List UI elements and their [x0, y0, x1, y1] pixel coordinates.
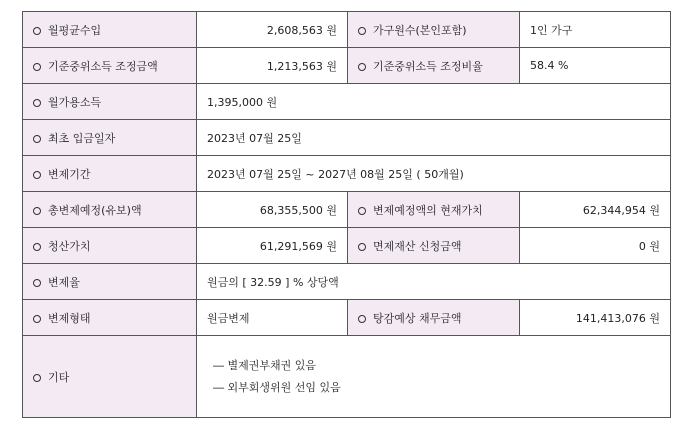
label-repayment-type: 변제형태	[23, 300, 197, 336]
circle-icon	[358, 243, 366, 251]
value-household-size: 1인 가구	[520, 12, 671, 48]
value-other	[197, 336, 671, 418]
value-first-payment-date: 2023년 07월 25일	[197, 120, 671, 156]
value-median-income-ratio: 58.4 %	[520, 48, 671, 84]
repayment-summary-table	[22, 11, 671, 418]
value-available-income: 1,395,000 원	[197, 84, 671, 120]
circle-icon	[33, 135, 41, 143]
value-repayment-period: 2023년 07월 25일 ~ 2027년 08월 25일 ( 50개월)	[197, 156, 671, 192]
label-total-repayment: 총변제예정(유보)액	[23, 192, 197, 228]
value-repayment-rate: 원금의 [ 32.59 ] % 상당액	[197, 264, 671, 300]
circle-icon	[33, 27, 41, 35]
table-row-other	[23, 336, 671, 418]
value-monthly-income: 2,608,563 원	[197, 12, 348, 48]
circle-icon	[358, 63, 366, 71]
circle-icon	[33, 63, 41, 71]
circle-icon	[33, 171, 41, 179]
circle-icon	[33, 279, 41, 287]
circle-icon	[33, 315, 41, 323]
label-repayment-rate: 변제율	[23, 264, 197, 300]
table-row-repayment-rate	[23, 264, 671, 300]
table-row-liquidation-value	[23, 228, 671, 264]
label-other: 기타	[23, 336, 197, 418]
label-exempt-property: 면제재산 신청금액	[348, 228, 520, 264]
table-row-repayment-period	[23, 156, 671, 192]
circle-icon	[358, 207, 366, 215]
table-row-monthly-income	[23, 12, 671, 48]
other-note-secured-claim: ― 별제권부채권 있음	[213, 358, 317, 372]
label-repayment-period: 변제기간	[23, 156, 197, 192]
other-note-external-commissioner: ― 외부회생위원 선임 있음	[213, 380, 341, 394]
label-median-income-amount: 기준중위소득 조정금액	[23, 48, 197, 84]
label-available-income: 월가용소득	[23, 84, 197, 120]
label-monthly-income: 월평균수입	[23, 12, 197, 48]
value-liquidation-value: 61,291,569 원	[197, 228, 348, 264]
value-expected-debt-relief: 141,413,076 원	[520, 300, 671, 336]
label-household-size: 가구원수(본인포함)	[348, 12, 520, 48]
label-present-value: 변제예정액의 현재가치	[348, 192, 520, 228]
table-row-first-payment-date	[23, 120, 671, 156]
circle-icon	[33, 207, 41, 215]
table-row-available-income	[23, 84, 671, 120]
circle-icon	[33, 99, 41, 107]
circle-icon	[358, 27, 366, 35]
label-liquidation-value: 청산가치	[23, 228, 197, 264]
circle-icon	[358, 315, 366, 323]
circle-icon	[33, 243, 41, 251]
table-row-total-repayment	[23, 192, 671, 228]
circle-icon	[33, 374, 41, 382]
table-row-median-income	[23, 48, 671, 84]
label-first-payment-date: 최초 입금일자	[23, 120, 197, 156]
value-exempt-property: 0 원	[520, 228, 671, 264]
label-expected-debt-relief: 탕감예상 채무금액	[348, 300, 520, 336]
value-total-repayment: 68,355,500 원	[197, 192, 348, 228]
table-row-repayment-type	[23, 300, 671, 336]
label-median-income-ratio: 기준중위소득 조정비율	[348, 48, 520, 84]
value-present-value: 62,344,954 원	[520, 192, 671, 228]
value-repayment-type: 원금변제	[197, 300, 348, 336]
value-median-income-amount: 1,213,563 원	[197, 48, 348, 84]
